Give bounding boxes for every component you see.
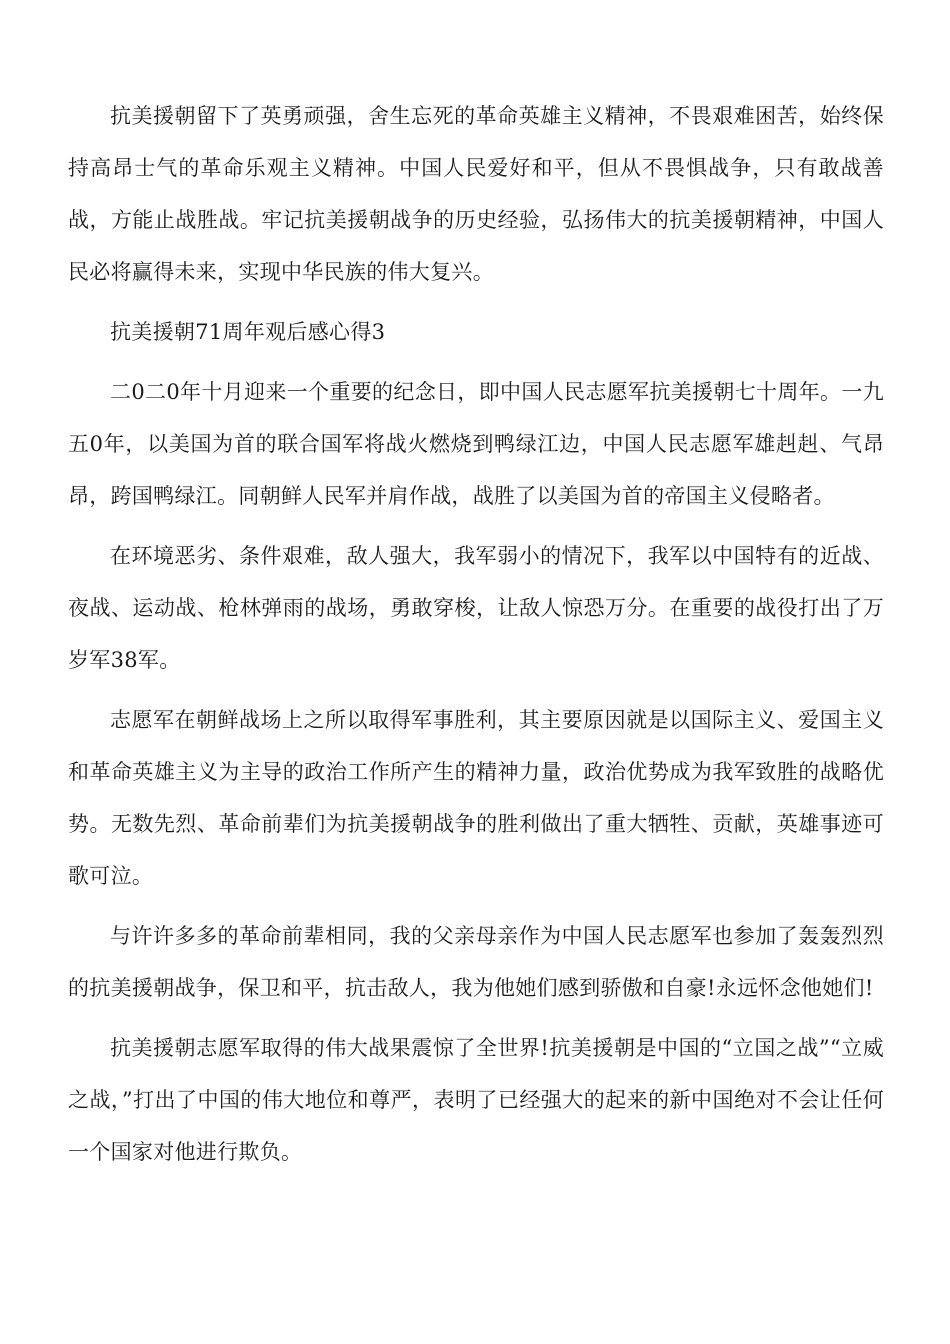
paragraph-spacer [68, 686, 884, 694]
paragraph-spacer [68, 298, 884, 306]
paragraph-spacer [68, 902, 884, 910]
paragraph-3: 在环境恶劣、条件艰难，敌人强大，我军弱小的情况下，我军以中国特有的近战、夜战、运动战、枪林弹雨的战场，勇敢穿梭，让敌人惊恐万分。在重要的战役打出了万岁军38军。 [68, 544, 884, 672]
section-heading: 抗美援朝71周年观后感心得3 [110, 320, 386, 344]
document-body [68, 90, 884, 1178]
paragraph-spacer [68, 1014, 884, 1022]
paragraph-5: 与许许多多的革命前辈相同，我的父亲母亲作为中国人民志愿军也参加了轰轰烈烈的抗美援朝战争，保卫和平，抗击敌人，我为他她们感到骄傲和自豪!永远怀念他她们! [68, 924, 884, 1000]
paragraph-4: 志愿军在朝鲜战场上之所以取得军事胜利，其主要原因就是以国际主义、爱国主义和革命英雄主义为主导的政治工作所产生的精神力量，政治优势成为我军致胜的战略优势。无数先烈、革命前辈们为抗美援朝战争的胜利做出了重大牺牲、贡献，英雄事迹可歌可泣。 [68, 708, 884, 888]
paragraph-spacer [68, 358, 884, 366]
paragraph-6: 抗美援朝志愿军取得的伟大战果震惊了全世界!抗美援朝是中国的“立国之战”“立威之战，”打出了中国的伟大地位和尊严，表明了已经强大的起来的新中国绝对不会让任何一个国家对他进行欺负。 [68, 1036, 884, 1164]
paragraph-spacer [68, 522, 884, 530]
paragraph-1: 抗美援朝留下了英勇顽强，舍生忘死的革命英雄主义精神，不畏艰难困苦，始终保持高昂士气的革命乐观主义精神。中国人民爱好和平，但从不畏惧战争，只有敢战善战，方能止战胜战。牢记抗美援朝战争的历史经验，弘扬伟大的抗美援朝精神，中国人民必将赢得未来，实现中华民族的伟大复兴。 [68, 104, 884, 284]
paragraph-2: 二0二0年十月迎来一个重要的纪念日，即中国人民志愿军抗美援朝七十周年。一九五0年，以美国为首的联合国军将战火燃烧到鸭绿江边，中国人民志愿军雄赳赳、气昂昂，跨国鸭绿江。同朝鲜人民军并肩作战，战胜了以美国为首的帝国主义侵略者。 [68, 380, 884, 508]
